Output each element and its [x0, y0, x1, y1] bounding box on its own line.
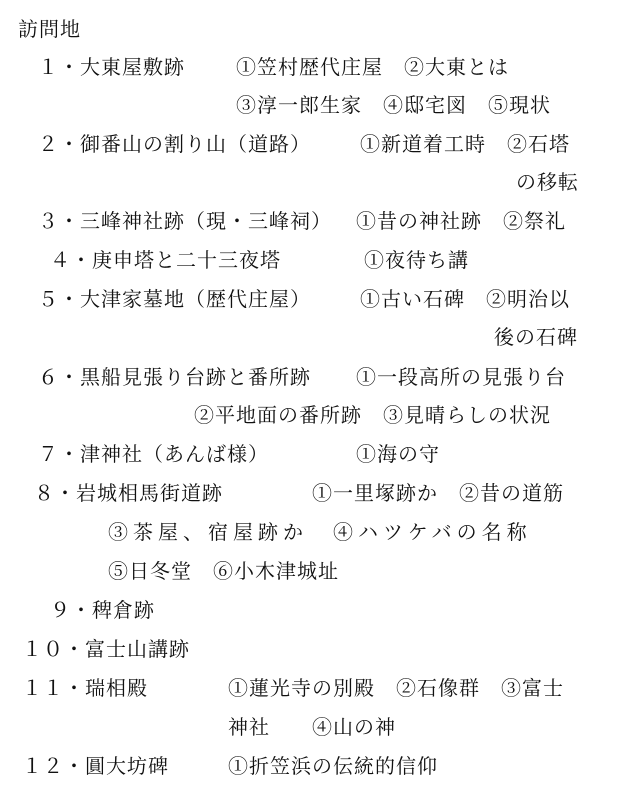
- item-8-heading: ８・岩城相馬街道跡: [34, 481, 223, 505]
- item-12-heading: １２・圓大坊碑: [22, 754, 169, 778]
- item-8-details-line1: ①一里塚跡か ②昔の道筋: [312, 481, 564, 505]
- item-7-details-line1: ①海の守: [356, 442, 440, 466]
- item-5-details-line1: ①古い石碑 ②明治以: [360, 287, 570, 311]
- item-6-heading: ６・黒船見張り台跡と番所跡: [38, 365, 311, 389]
- item-12-details-line1: ①折笠浜の伝統的信仰: [228, 754, 438, 778]
- item-2-details-line1: ①新道着工時 ②石塔: [360, 132, 570, 156]
- item-4-heading: ４・庚申塔と二十三夜塔: [50, 248, 281, 272]
- page-title: 訪問地: [18, 17, 81, 41]
- item-3-details-line1: ①昔の神社跡 ②祭礼: [356, 209, 566, 233]
- item-8-details-line2: ③茶屋、宿屋跡か ④ハツケバの名称: [108, 520, 532, 544]
- item-11-heading: １１・瑞相殿: [22, 676, 148, 700]
- item-1-details-line1: ①笠村歴代庄屋 ②大東とは: [236, 55, 509, 79]
- item-9-heading: ９・稗倉跡: [50, 598, 155, 622]
- item-6-details-line1: ①一段高所の見張り台: [356, 365, 566, 389]
- item-6-details-line2: ②平地面の番所跡 ③見晴らしの状況: [194, 403, 551, 427]
- item-8-details-line3: ⑤日冬堂 ⑥小木津城址: [108, 559, 339, 583]
- item-1-details-line2: ③淳一郎生家 ④邸宅図 ⑤現状: [236, 93, 551, 117]
- item-11-details-line2: 神社 ④山の神: [228, 715, 396, 739]
- item-1-heading: １・大東屋敷跡: [38, 55, 185, 79]
- item-10-heading: １０・富士山講跡: [22, 637, 190, 661]
- item-5-heading: ５・大津家墓地（歴代庄屋）: [38, 287, 311, 311]
- item-11-details-line1: ①蓮光寺の別殿 ②石像群 ③富士: [228, 676, 564, 700]
- item-4-details-line1: ①夜待ち講: [364, 248, 469, 272]
- item-2-details-line2: の移転: [516, 170, 579, 194]
- item-5-details-line2: 後の石碑: [494, 325, 578, 349]
- item-2-heading: ２・御番山の割り山（道路）: [38, 132, 311, 156]
- item-7-heading: ７・津神社（あんば様）: [38, 442, 269, 466]
- item-3-heading: ３・三峰神社跡（現・三峰祠）: [38, 209, 332, 233]
